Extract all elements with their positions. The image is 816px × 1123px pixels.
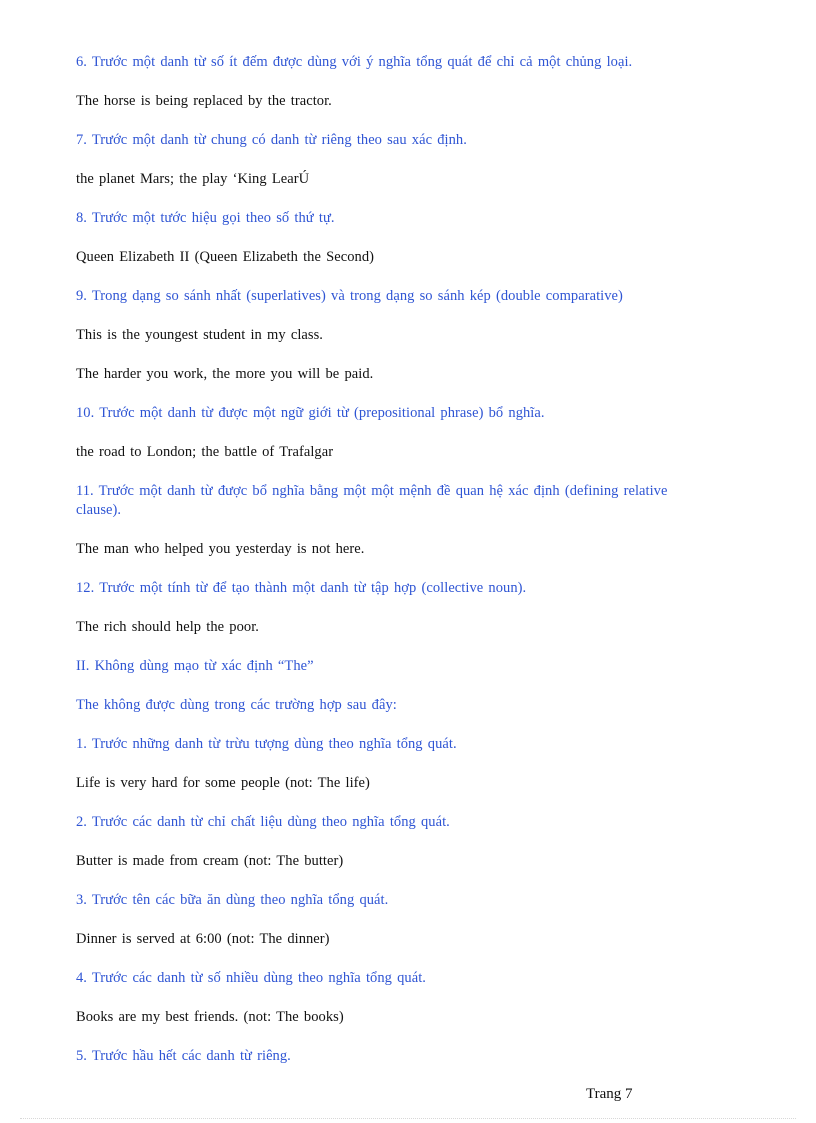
rule-heading: 6. Trước một danh từ số ít đếm được dùng với ý nghĩa tổng quát để chỉ cả một chủng loại. bbox=[76, 54, 633, 70]
rule-heading: 9. Trong dạng so sánh nhất (superlatives) và trong dạng so sánh kép (double comparative) bbox=[76, 288, 623, 304]
rule-heading: 10. Trước một danh từ được một ngữ giới từ (prepositional phrase) bổ nghĩa. bbox=[76, 405, 545, 421]
example-text: The rich should help the poor. bbox=[76, 619, 259, 635]
example-text: the planet Mars; the play ‘King LearÚ bbox=[76, 171, 310, 187]
rule-heading: 3. Trước tên các bữa ăn dùng theo nghĩa tổng quát. bbox=[76, 892, 389, 908]
example-text: Dinner is served at 6:00 (not: The dinner) bbox=[76, 931, 330, 947]
example-text: Life is very hard for some people (not: The life) bbox=[76, 775, 370, 791]
example-text: This is the youngest student in my class. bbox=[76, 327, 323, 343]
rule-heading: 2. Trước các danh từ chỉ chất liệu dùng theo nghĩa tổng quát. bbox=[76, 814, 450, 830]
rule-heading: 1. Trước những danh từ trừu tượng dùng theo nghĩa tổng quát. bbox=[76, 736, 457, 752]
rule-heading: 4. Trước các danh từ số nhiều dùng theo nghĩa tổng quát. bbox=[76, 970, 426, 986]
example-text: Queen Elizabeth II (Queen Elizabeth the Second) bbox=[76, 249, 375, 265]
rule-heading: 5. Trước hầu hết các danh từ riêng. bbox=[76, 1048, 291, 1064]
example-text: Butter is made from cream (not: The butter) bbox=[76, 853, 344, 869]
page-bottom-divider bbox=[20, 1118, 796, 1119]
page-content bbox=[76, 53, 716, 1086]
example-text: The horse is being replaced by the tractor. bbox=[76, 93, 332, 109]
rule-heading: 11. Trước một danh từ được bổ nghĩa bằng một một mệnh đề quan hệ xác định (defining relative clause). bbox=[76, 483, 668, 518]
rule-heading: 7. Trước một danh từ chung có danh từ riêng theo sau xác định. bbox=[76, 132, 467, 148]
example-text: The man who helped you yesterday is not here. bbox=[76, 541, 365, 557]
section-heading: II. Không dùng mạo từ xác định “The” bbox=[76, 658, 314, 674]
page-number: Trang 7 bbox=[586, 1086, 633, 1102]
example-text: Books are my best friends. (not: The books) bbox=[76, 1009, 344, 1025]
rule-heading: 8. Trước một tước hiệu gọi theo số thứ tự. bbox=[76, 210, 335, 226]
example-text: the road to London; the battle of Trafalgar bbox=[76, 444, 334, 460]
rule-heading: 12. Trước một tính từ để tạo thành một danh từ tập hợp (collective noun). bbox=[76, 580, 527, 596]
example-text: The harder you work, the more you will be paid. bbox=[76, 366, 374, 382]
section-intro: The không được dùng trong các trường hợp sau đây: bbox=[76, 697, 397, 713]
